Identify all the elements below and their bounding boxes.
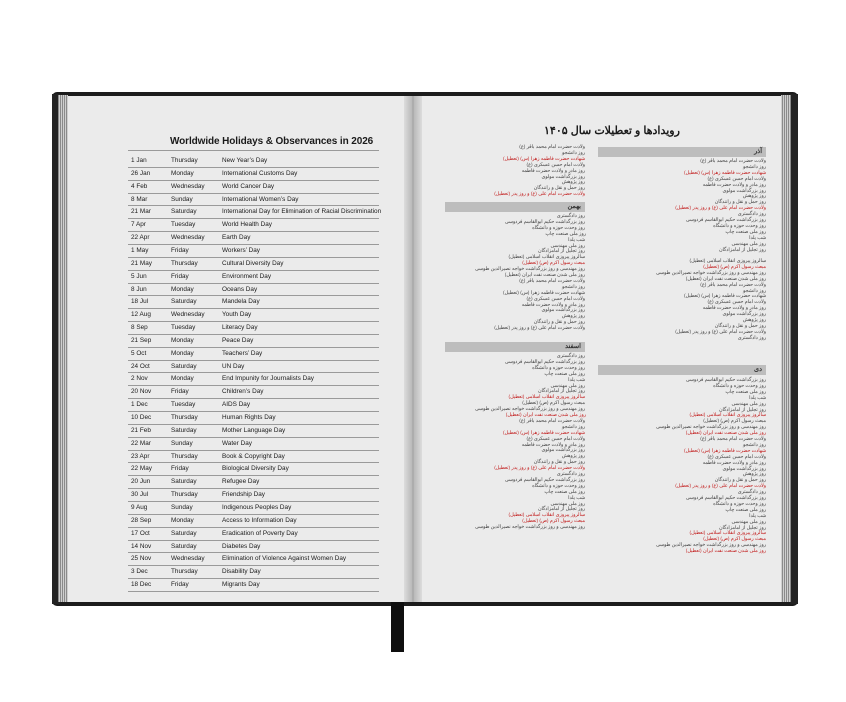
event-line: ولادت حضرت امام علی (ع) و روز پدر (تعطیل)	[675, 484, 766, 490]
holiday-date: 8 Sep	[131, 324, 148, 332]
holiday-name: Workers’ Day	[222, 246, 260, 254]
event-line: ولادت امام حسن عسکری (ع)	[707, 176, 766, 182]
event-line: روز مادر و ولادت حضرت فاطمه	[521, 442, 585, 448]
event-line: روز ملی شدن صنعت نفت ایران (تعطیل)	[685, 276, 766, 282]
event-line: روز بزرگداشت مولوی	[541, 174, 585, 180]
holiday-weekday: Thursday	[171, 259, 198, 267]
right-page-title: رویدادها و تعطیلات سال ۱۴۰۵	[544, 125, 680, 137]
page-stack-left	[58, 95, 68, 602]
event-line: روز دادگستری	[556, 214, 585, 219]
event-line: شهادت حضرت فاطمه زهرا (س) (تعطیل)	[684, 170, 766, 176]
event-line: شهادت حضرت فاطمه زهرا (س) (تعطیل)	[503, 156, 585, 162]
event-line: روز ملی مهندسی	[550, 501, 585, 507]
holiday-weekday: Saturday	[171, 426, 197, 434]
holiday-weekday: Friday	[171, 272, 189, 280]
event-line: سالروز پیروزی انقلاب اسلامی (تعطیل)	[689, 259, 766, 264]
holiday-name: Youth Day	[222, 311, 252, 319]
event-line: روز وحدت حوزه و دانشگاه	[713, 223, 766, 229]
event-line: روز ملی مهندسی	[550, 243, 585, 249]
holiday-weekday: Sunday	[171, 195, 193, 203]
event-line: روز تجلیل از امامزادگان	[718, 247, 766, 253]
holiday-date: 8 Jun	[131, 285, 147, 293]
holiday-weekday: Saturday	[171, 208, 197, 216]
event-line: ولادت حضرت امام محمد باقر (ع)	[700, 437, 766, 442]
holiday-weekday: Monday	[171, 375, 194, 383]
month-header-dey: دی	[598, 365, 766, 375]
event-line: روز دانشجو	[562, 150, 585, 156]
event-line: روز پژوهش	[561, 180, 585, 186]
holiday-name: Indigenous Peoples Day	[222, 503, 292, 511]
event-line: روز ملی شدن صنعت نفت ایران (تعطیل)	[504, 273, 585, 278]
event-line: ولادت حضرت امام محمد باقر (ع)	[519, 145, 585, 150]
holiday-weekday: Sunday	[171, 503, 193, 511]
event-line: شب یلدا	[749, 235, 766, 241]
holiday-date: 14 Nov	[131, 542, 152, 550]
holiday-date: 17 Oct	[131, 529, 150, 537]
event-line: روز وحدت حوزه و دانشگاه	[713, 383, 766, 389]
event-line: روز دادگستری	[737, 212, 766, 218]
holiday-date: 1 Jan	[131, 157, 147, 164]
event-line: روز مادر و ولادت حضرت فاطمه	[702, 460, 766, 466]
event-line: روز مادر و ولادت حضرت فاطمه	[702, 306, 766, 312]
holiday-weekday: Monday	[171, 285, 194, 293]
event-line: شهادت حضرت فاطمه زهرا (س) (تعطیل)	[503, 290, 585, 296]
event-line: روز مهندسی و روز بزرگداشت خواجه نصیرالدین طوسی	[475, 407, 585, 413]
holiday-name: AIDS Day	[222, 401, 251, 409]
holiday-date: 8 Mar	[131, 195, 148, 203]
event-line: ولادت امام حسن عسکری (ع)	[526, 162, 585, 168]
holiday-weekday: Wednesday	[171, 555, 205, 563]
event-line: ولادت امام حسن عسکری (ع)	[707, 454, 766, 460]
holiday-name: Oceans Day	[222, 285, 258, 293]
event-line: روز تجلیل از امامزادگان	[537, 249, 585, 255]
event-line: روز حمل و نقل و رانندگان	[533, 460, 585, 466]
event-line: مبعث رسول اکرم (ص) (تعطیل)	[703, 264, 766, 270]
event-line: سالروز پیروزی انقلاب اسلامی (تعطیل)	[508, 513, 585, 519]
event-line: روز پژوهش	[742, 472, 766, 478]
holiday-weekday: Saturday	[171, 298, 197, 306]
event-line: روز مهندسی و روز بزرگداشت خواجه نصیرالدین طوسی	[475, 525, 585, 531]
holiday-date: 4 Feb	[131, 182, 148, 190]
holiday-name: Teachers’ Day	[222, 349, 263, 357]
holiday-date: 5 Oct	[131, 349, 147, 357]
event-line: روز تجلیل از امامزادگان	[718, 407, 766, 413]
event-line: روز وحدت حوزه و دانشگاه	[532, 225, 585, 231]
month-header-bahman: بهمن	[445, 202, 585, 212]
holiday-weekday: Tuesday	[171, 401, 196, 409]
holiday-weekday: Thursday	[171, 491, 198, 499]
holiday-date: 18 Dec	[131, 581, 152, 589]
month-header-esfand: اسفند	[445, 342, 585, 352]
event-line: روز ملی مهندسی	[731, 241, 766, 247]
event-line: مبعث رسول اکرم (ص) (تعطیل)	[522, 519, 585, 525]
holiday-name: International Day for Elimination of Racial Discrimination	[222, 208, 382, 216]
holiday-weekday: Monday	[171, 169, 194, 177]
holiday-name: World Cancer Day	[222, 182, 275, 190]
holiday-date: 5 Jun	[131, 272, 147, 280]
event-line: روز حمل و نقل و رانندگان	[533, 320, 585, 326]
event-line: روز بزرگداشت حکیم ابوالقاسم فردوسی	[504, 359, 585, 365]
event-line: روز بزرگداشت حکیم ابوالقاسم فردوسی	[504, 477, 585, 483]
holiday-weekday: Tuesday	[171, 324, 196, 332]
bookmark-ribbon	[391, 600, 404, 652]
event-line: روز ملی شدن صنعت نفت ایران (تعطیل)	[505, 413, 586, 418]
holiday-date: 28 Sep	[131, 516, 152, 524]
event-line: روز تجلیل از امامزادگان	[537, 507, 585, 513]
event-line: روز دانشجو	[743, 164, 766, 170]
event-line: روز دانشجو	[562, 424, 585, 430]
month-header-azar: آذر	[598, 147, 766, 157]
holiday-date: 1 Dec	[131, 401, 148, 409]
holiday-name: Disability Day	[222, 568, 261, 576]
holiday-date: 30 Jul	[131, 491, 149, 499]
event-line: روز حمل و نقل و رانندگان	[714, 478, 766, 484]
holiday-name: Access to Information Day	[222, 516, 297, 524]
event-line: مبعث رسول اکرم (ص) (تعطیل)	[522, 401, 585, 407]
event-line: شهادت حضرت فاطمه زهرا (س) (تعطیل)	[684, 448, 766, 454]
event-line: روز ملی شدن صنعت نفت ایران (تعطیل)	[685, 431, 766, 437]
event-line: روز بزرگداشت مولوی	[722, 466, 766, 472]
holiday-date: 24 Oct	[131, 362, 150, 370]
event-line: سالروز پیروزی انقلاب اسلامی (تعطیل)	[508, 395, 585, 401]
holiday-name: International Women’s Day	[222, 195, 299, 203]
holiday-name: End Impunity for Journalists Day	[222, 375, 314, 383]
holiday-date: 22 Apr	[131, 234, 150, 242]
holiday-name: Literacy Day	[222, 324, 258, 332]
event-line: روز حمل و نقل و رانندگان	[714, 200, 766, 206]
event-line: ولادت حضرت امام محمد باقر (ع)	[700, 282, 766, 288]
event-line: روز تجلیل از امامزادگان	[537, 389, 585, 395]
cover-edge-right	[790, 94, 798, 604]
event-line: روز دادگستری	[556, 472, 585, 477]
holiday-name: Environment Day	[222, 272, 272, 280]
event-line: روز ملی صنعت چاپ	[544, 371, 585, 377]
event-line: شهادت حضرت فاطمه زهرا (س) (تعطیل)	[503, 430, 585, 436]
holiday-date: 10 Dec	[131, 414, 152, 421]
event-line: مبعث رسول اکرم (ص) (تعطیل)	[703, 537, 766, 543]
event-line: ولادت امام حسن عسکری (ع)	[526, 436, 585, 442]
event-line: روز وحدت حوزه و دانشگاه	[713, 501, 766, 507]
row-divider	[128, 591, 379, 592]
holiday-weekday: Wednesday	[171, 311, 205, 319]
event-line: روز بزرگداشت حکیم ابوالقاسم فردوسی	[504, 219, 585, 225]
holiday-weekday: Thursday	[171, 568, 198, 576]
event-line: روز بزرگداشت مولوی	[722, 312, 766, 318]
holiday-date: 22 May	[131, 465, 152, 473]
event-line: روز دادگستری	[737, 335, 766, 341]
holiday-weekday: Thursday	[171, 452, 198, 460]
holiday-weekday: Monday	[171, 336, 194, 344]
holiday-name: New Year’s Day	[222, 157, 268, 164]
holiday-date: 7 Apr	[131, 221, 146, 229]
holiday-name: Peace Day	[222, 336, 254, 344]
event-line: ولادت حضرت امام علی (ع) و روز پدر (تعطیل)	[494, 192, 585, 198]
event-line: روز دانشجو	[743, 288, 766, 294]
event-line: مبعث رسول اکرم (ص) (تعطیل)	[703, 419, 766, 425]
holiday-date: 3 Dec	[131, 568, 148, 576]
holiday-name: Biological Diversity Day	[222, 465, 289, 473]
event-line: روز مهندسی و روز بزرگداشت خواجه نصیرالدین طوسی	[656, 543, 766, 549]
event-line: روز ملی شدن صنعت نفت ایران (تعطیل)	[685, 549, 766, 555]
holiday-name: Friendship Day	[222, 491, 265, 499]
event-line: ولادت حضرت امام محمد باقر (ع)	[700, 159, 766, 164]
event-line: ولادت حضرت امام علی (ع) و روز پدر (تعطیل)	[675, 206, 766, 212]
event-line: روز مهندسی و روز بزرگداشت خواجه نصیرالدین طوسی	[656, 425, 766, 431]
holiday-name: Human Rights Day	[222, 414, 276, 421]
holiday-date: 21 Mar	[131, 208, 151, 216]
holiday-weekday: Saturday	[171, 362, 197, 370]
holiday-name: Migrants Day	[222, 581, 260, 589]
holiday-date: 18 Jul	[131, 298, 149, 306]
event-line: روز پژوهش	[742, 318, 766, 323]
holiday-date: 20 Jun	[131, 478, 151, 486]
event-line: روز ملی مهندسی	[731, 519, 766, 525]
holiday-weekday: Friday	[171, 246, 189, 254]
holiday-name: International Customs Day	[222, 169, 298, 177]
page-stack-right	[781, 95, 791, 602]
event-line: ولادت حضرت امام محمد باقر (ع)	[519, 418, 585, 424]
event-line: شب یلدا	[568, 237, 585, 243]
holiday-weekday: Saturday	[171, 478, 197, 486]
event-line: روز دادگستری	[556, 354, 585, 359]
event-line: روز بزرگداشت مولوی	[722, 188, 766, 194]
event-line: روز دادگستری	[737, 490, 766, 496]
holiday-weekday: Monday	[171, 349, 194, 357]
holiday-date: 1 May	[131, 246, 149, 254]
holiday-weekday: Saturday	[171, 542, 197, 550]
holiday-weekday: Friday	[171, 465, 189, 473]
holiday-date: 26 Jan	[131, 169, 151, 177]
event-line: روز ملی مهندسی	[731, 401, 766, 407]
event-line: ولادت حضرت امام علی (ع) و روز پدر (تعطیل)	[675, 329, 766, 335]
event-line: روز دانشجو	[562, 284, 585, 290]
event-line: روز بزرگداشت مولوی	[541, 448, 585, 454]
holiday-date: 9 Aug	[131, 503, 148, 511]
event-line: روز ملی صنعت چاپ	[725, 507, 766, 513]
event-line: روز بزرگداشت حکیم ابوالقاسم فردوسی	[685, 218, 766, 223]
event-line: روز بزرگداشت حکیم ابوالقاسم فردوسی	[685, 378, 766, 383]
holiday-name: Water Day	[222, 439, 252, 447]
holiday-weekday: Tuesday	[171, 221, 196, 229]
holiday-date: 21 Sep	[131, 336, 152, 344]
holiday-name: Cultural Diversity Day	[222, 259, 284, 267]
holiday-weekday: Wednesday	[171, 234, 205, 242]
event-line: ولادت حضرت امام علی (ع) و روز پدر (تعطیل)	[494, 466, 585, 472]
event-line: مبعث رسول اکرم (ص) (تعطیل)	[522, 261, 585, 267]
event-line: ولادت امام حسن عسکری (ع)	[526, 296, 585, 302]
holiday-weekday: Sunday	[171, 439, 193, 447]
page-gutter	[404, 96, 422, 602]
event-line: روز مادر و ولادت حضرت فاطمه	[702, 182, 766, 188]
event-line: روز تجلیل از امامزادگان	[718, 525, 766, 531]
holiday-weekday: Thursday	[171, 157, 198, 164]
event-line: روز دانشجو	[743, 442, 766, 448]
holiday-name: Earth Day	[222, 234, 251, 242]
event-line: ولادت امام حسن عسکری (ع)	[707, 300, 766, 306]
event-line: روز ملی صنعت چاپ	[544, 489, 585, 495]
holiday-name: Book & Copyright Day	[222, 452, 285, 460]
event-line: روز مهندسی و روز بزرگداشت خواجه نصیرالدین طوسی	[656, 270, 766, 276]
event-line: شب یلدا	[749, 513, 766, 519]
event-line: شهادت حضرت فاطمه زهرا (س) (تعطیل)	[684, 294, 766, 300]
holiday-name: UN Day	[222, 362, 245, 370]
event-line: روز پژوهش	[561, 454, 585, 460]
holiday-date: 2 Nov	[131, 375, 148, 383]
event-line: روز ملی مهندسی	[550, 383, 585, 389]
title-rule	[128, 150, 379, 151]
holiday-date: 20 Nov	[131, 388, 152, 396]
event-line: ولادت حضرت امام محمد باقر (ع)	[519, 278, 585, 284]
holiday-date: 12 Aug	[131, 311, 151, 319]
holiday-name: Mother Language Day	[222, 426, 286, 434]
event-line: روز حمل و نقل و رانندگان	[533, 186, 585, 192]
event-line: روز پژوهش	[742, 194, 766, 200]
event-line: سالروز پیروزی انقلاب اسلامی (تعطیل)	[508, 255, 585, 261]
holiday-weekday: Saturday	[171, 529, 197, 537]
holiday-weekday: Thursday	[171, 414, 198, 421]
event-line: سالروز پیروزی انقلاب اسلامی (تعطیل)	[689, 531, 766, 537]
holiday-name: Diabetes Day	[222, 542, 261, 550]
holiday-name: Refugee Day	[222, 478, 260, 486]
holiday-date: 23 Apr	[131, 452, 150, 460]
holiday-date: 21 May	[131, 259, 152, 267]
holiday-weekday: Monday	[171, 516, 194, 524]
event-line: روز وحدت حوزه و دانشگاه	[532, 483, 585, 489]
event-line: ولادت حضرت امام علی (ع) و روز پدر (تعطیل)	[494, 326, 585, 332]
holiday-name: Elimination of Violence Against Women Day	[222, 555, 347, 563]
holiday-weekday: Wednesday	[171, 182, 205, 190]
event-line: روز ملی صنعت چاپ	[725, 229, 766, 235]
event-line: روز پژوهش	[561, 314, 585, 320]
event-line: شب یلدا	[568, 495, 585, 501]
event-line: شب یلدا	[568, 377, 585, 383]
holiday-weekday: Friday	[171, 581, 189, 589]
event-line: شب یلدا	[749, 395, 766, 401]
holiday-date: 25 Nov	[131, 555, 152, 563]
holiday-name: World Health Day	[222, 221, 272, 229]
holiday-date: 22 Mar	[131, 439, 151, 447]
event-line: روز ملی صنعت چاپ	[545, 231, 586, 237]
event-line: روز مادر و ولادت حضرت فاطمه	[521, 302, 585, 308]
event-line: روز مهندسی و روز بزرگداشت خواجه نصیرالدین طوسی	[475, 267, 585, 273]
event-line: سالروز پیروزی انقلاب اسلامی (تعطیل)	[689, 413, 766, 419]
holiday-date: 21 Feb	[131, 426, 151, 434]
holiday-name: Eradication of Poverty Day	[222, 529, 298, 537]
left-page-title: Worldwide Holidays & Observances in 2026	[170, 136, 374, 147]
holiday-name: Children’s Day	[222, 388, 264, 396]
event-line: روز بزرگداشت مولوی	[541, 308, 585, 314]
event-line: روز ملی صنعت چاپ	[725, 389, 766, 395]
holiday-weekday: Friday	[171, 388, 189, 396]
event-line: روز بزرگداشت حکیم ابوالقاسم فردوسی	[685, 496, 766, 501]
holiday-name: Mandela Day	[222, 298, 260, 306]
event-line: روز حمل و نقل و رانندگان	[714, 323, 766, 329]
event-line: روز مادر و ولادت حضرت فاطمه	[521, 168, 585, 174]
event-line: روز وحدت حوزه و دانشگاه	[532, 365, 585, 371]
